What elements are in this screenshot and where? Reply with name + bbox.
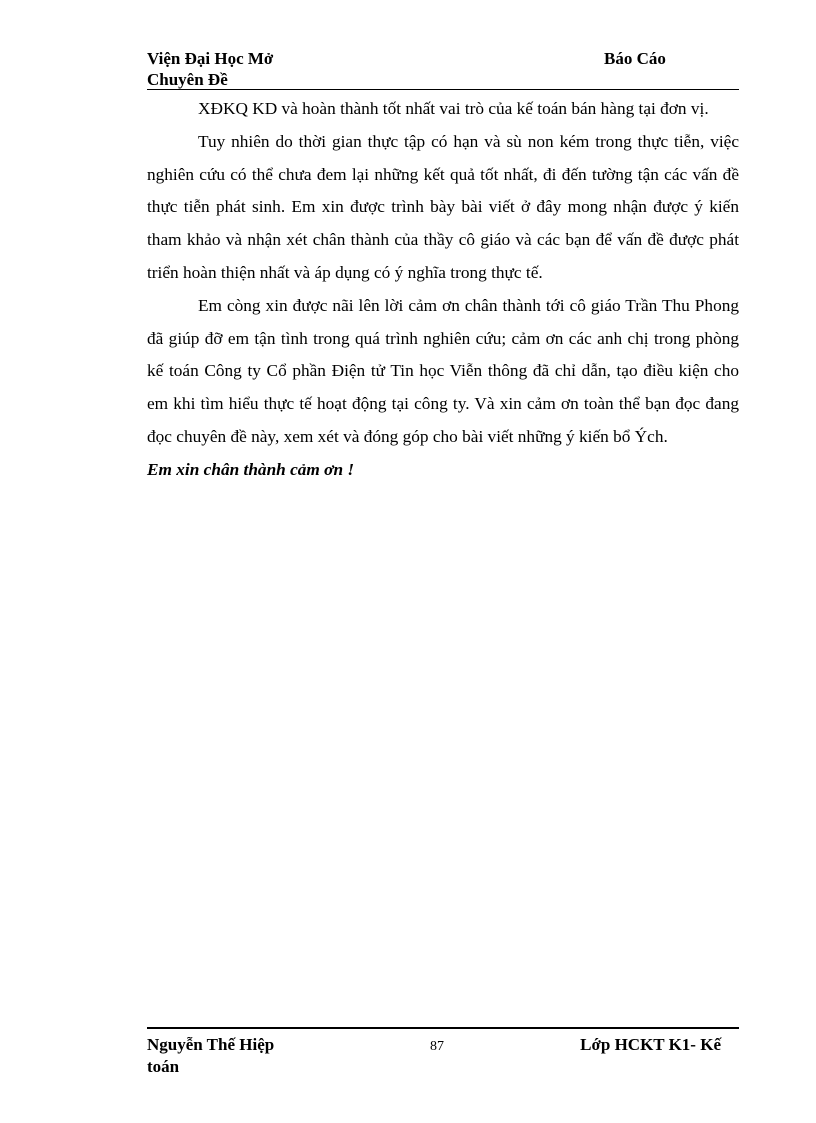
header-topic-label: Chuyên Đề — [147, 70, 228, 89]
footer-author: Nguyễn Thế Hiệp — [147, 1035, 275, 1054]
paragraph-1: XĐKQ KD và hoàn thành tốt nhất vai trò của kế toán bán hàng tại đơn vị. — [198, 99, 709, 118]
paragraph-3: Em còng xin được nãi lên lời cảm ơn chân thành tới cô giáo Trần Thu Phong đã giúp đỡ em tận tình trong quá trình nghiên cứu; cảm ơn các anh chị trong phòng kế toán Công ty Cổ phần Điện tử Tin học Viễn thông đã chỉ dẫn, tạo điều kiện cho em khi tìm hiểu thực tế hoạt động tại công ty. Và xin cảm ơn toàn thể bạn đọc đang đọc chuyên đề này, xem xét và đóng góp cho bài viết những ý kiến bổ Ých. — [147, 295, 739, 446]
page-number: 87 — [430, 1039, 444, 1054]
header-divider — [147, 89, 739, 90]
header-report-label: Báo Cáo — [604, 49, 666, 68]
paragraph-2: Tuy nhiên do thời gian thực tập có hạn và sù non kém trong thực tiễn, việc nghiên cứu có thể chưa đem lại những kết quả tốt nhất, đi đến tường tận các vấn đề thực tiễn phát sinh. Em xin được trình bày bài viết ở đây mong nhận được ý kiến tham khảo và nhận xét chân thành của thầy cô giáo và các bạn để vấn đề được phát triển hoàn thiện nhất và áp dụng có ý nghĩa trong thực tế. — [147, 131, 739, 282]
footer-author-continued: toán — [147, 1057, 180, 1076]
header-institution: Viện Đại Học Mở — [147, 49, 274, 68]
footer-divider — [147, 1027, 739, 1029]
footer-class-label: Lớp HCKT K1- Kế — [580, 1035, 721, 1054]
closing-line: Em xin chân thành cảm ơn ! — [147, 459, 355, 479]
body-text — [147, 93, 739, 487]
